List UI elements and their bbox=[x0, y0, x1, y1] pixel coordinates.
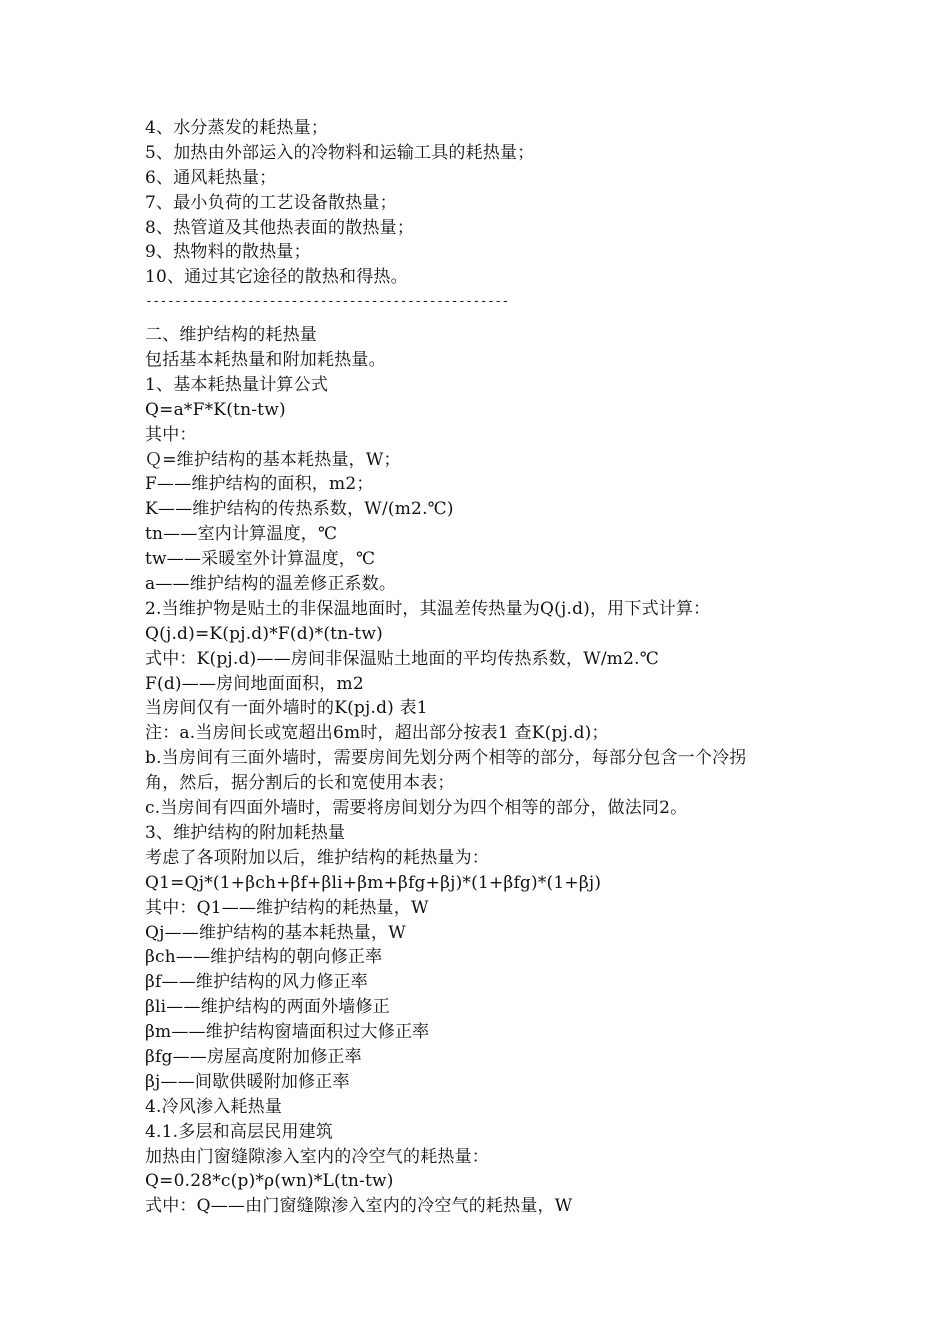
list-item-8: 8、热管道及其他热表面的散热量； bbox=[145, 217, 415, 238]
text-line: 2.当维护物是贴土的非保温地面时，其温差传热量为Q(j.d)，用下式计算： bbox=[145, 598, 711, 619]
list-item-7: 7、最小负荷的工艺设备散热量； bbox=[145, 192, 397, 213]
definition-line: βm——维护结构窗墙面积过大修正率 bbox=[145, 1022, 430, 1043]
definition-line: tn——室内计算温度，℃ bbox=[145, 524, 338, 545]
note-line: 注：a.当房间长或宽超出6m时，超出部分按表1 查K(pj.d)； bbox=[145, 723, 609, 744]
text-line: 加热由门窗缝隙渗入室内的冷空气的耗热量： bbox=[145, 1146, 489, 1167]
subheading: 1、基本耗热量计算公式 bbox=[145, 374, 329, 395]
subheading: 3、维护结构的附加耗热量 bbox=[145, 822, 346, 843]
note-line: c.当房间有四面外墙时，需要将房间划分为四个相等的部分，做法同2。 bbox=[145, 798, 688, 819]
subheading: 4.冷风渗入耗热量 bbox=[145, 1096, 283, 1117]
definition-line: Qj——维护结构的基本耗热量，W bbox=[145, 922, 406, 943]
note-line: b.当房间有三面外墙时，需要房间先划分两个相等的部分，每部分包含一个冷拐 bbox=[145, 748, 747, 769]
definition-line: K——维护结构的传热系数，W/(m2.℃) bbox=[145, 499, 454, 520]
definition-line: βf——维护结构的风力修正率 bbox=[145, 972, 368, 993]
definition-line: βj——间歇供暖附加修正率 bbox=[145, 1071, 350, 1092]
subheading: 4.1.多层和高层民用建筑 bbox=[145, 1121, 334, 1142]
list-item-10: 10、通过其它途径的散热和得热。 bbox=[145, 267, 408, 288]
definition-line: βli——维护结构的两面外墙修正 bbox=[145, 997, 390, 1018]
definition-line: 式中：Q——由门窗缝隙渗入室内的冷空气的耗热量，W bbox=[145, 1196, 573, 1217]
section-heading: 二、维护结构的耗热量 bbox=[145, 325, 317, 346]
main-section bbox=[145, 323, 905, 1219]
list-item-6: 6、通风耗热量； bbox=[145, 167, 277, 188]
formula-line: Q1=Qj*(1+βch+βf+βli+βm+βfg+βj)*(1+βfg)*(1+βj) bbox=[145, 872, 602, 893]
definition-line: βfg——房屋高度附加修正率 bbox=[145, 1046, 362, 1067]
document-page bbox=[145, 116, 905, 1219]
spacer bbox=[145, 315, 905, 323]
definition-line: F(d)——房间地面面积，m2 bbox=[145, 673, 364, 694]
definition-line: βch——维护结构的朝向修正率 bbox=[145, 947, 383, 968]
text-line: 包括基本耗热量和附加耗热量。 bbox=[145, 350, 386, 371]
note-line: 角，然后，据分割后的长和宽使用本表； bbox=[145, 773, 455, 794]
text-line: 当房间仅有一面外墙时的K(pj.d) 表1 bbox=[145, 698, 428, 719]
definition-line: Ｑ=维护结构的基本耗热量，W； bbox=[145, 449, 401, 470]
text-line: 其中： bbox=[145, 424, 197, 445]
definition-line: 式中：K(pj.d)——房间非保温贴土地面的平均传热系数，W/m2.℃ bbox=[145, 648, 659, 669]
definition-line: 其中：Q1——维护结构的耗热量，W bbox=[145, 897, 429, 918]
definition-line: F——维护结构的面积，m2； bbox=[145, 474, 374, 495]
text-line: 考虑了各项附加以后，维护结构的耗热量为： bbox=[145, 847, 489, 868]
formula-line: Q(j.d)=K(pj.d)*F(d)*(tn-tw) bbox=[145, 623, 383, 644]
definition-line: tw——采暖室外计算温度，℃ bbox=[145, 549, 376, 570]
formula-line: Q=0.28*c(p)*ρ(wn)*L(tn-tw) bbox=[145, 1171, 394, 1192]
formula-line: Q=a*F*K(tn-tw) bbox=[145, 399, 286, 420]
list-item-5: 5、加热由外部运入的冷物料和运输工具的耗热量； bbox=[145, 142, 535, 163]
separator-line: -------------------------------------------------- bbox=[145, 294, 509, 310]
list-item-4: 4、水分蒸发的耗热量； bbox=[145, 118, 329, 138]
definition-line: a——维护结构的温差修正系数。 bbox=[145, 574, 397, 595]
list-section bbox=[145, 116, 905, 290]
list-item-9: 9、热物料的散热量； bbox=[145, 242, 311, 263]
